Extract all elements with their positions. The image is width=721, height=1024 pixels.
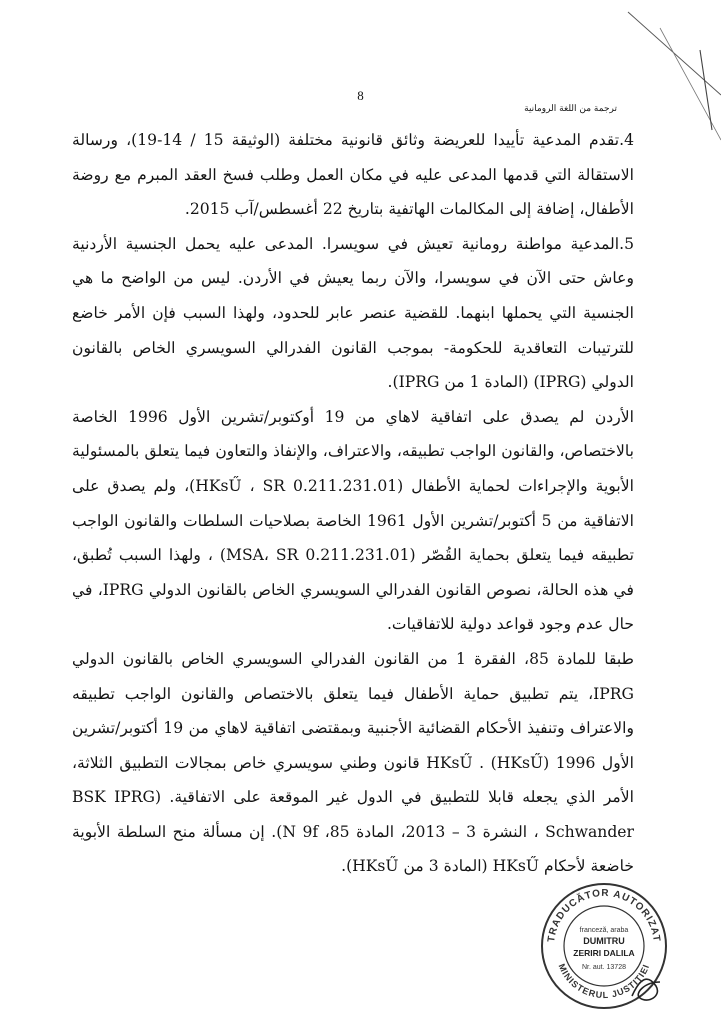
paragraph-jordan-convention: الأردن لم يصدق على اتفاقية لاهاي من 19 أوكتوبر/تشرين الأول 1996 الخاصة بالاختصاص، والقانون الواجب تطبيقه، والاعتراف، والإنفاذ والتعاون فيما يتعلق بالمسئولية الأبوية والإجراءات لحماية الأطفال (HKsŰ ، SR 0.211.231.01)، ولم يصدق على الاتفاقية من 5 أكتوبر/تشرين الأول 1961 الخاصة بصلاحيات السلطات والقانون الواجب تطبيقه فيما يتعلق بحماية القُصّر (MSA، SR 0.211.231.01) ، ولهذا السبب تُطبق، في هذه الحالة، نصوص القانون الفدرالي السويسري الخاص بالقانون الدولي IPRG، في حال عدم وجود قواعد دولية للاتفاقيات.: [72, 407, 634, 634]
stamp-name-line1: DUMITRU: [583, 936, 625, 946]
stamp-arc-bottom: MINISTERUL JUSTIȚIEI: [556, 962, 652, 1001]
paragraph-4: 4.تقدم المدعية تأييدا للعريضة وثائق قانونية مختلفة (الوثيقة 15 / 14-19)، ورسالة الاستقالة التي قدمها المدعى عليه في مكان العمل وطلب فسخ العقد المبرم مع روضة الأطفال، إضافة إلى المكالمات الهاتفية بتاريخ 22 أغسطس/آب 2015.: [72, 131, 634, 219]
paragraph-article-85: طبقا للمادة 85، الفقرة 1 من القانون الفدرالي السويسري الخاص بالقانون الدولي IPRG، يتم تطبيق حماية الأطفال فيما يتعلق بالاختصاص والقانون الواجب تطبيقه والاعتراف وتنفيذ الأحكام القضائية الأجنبية وبمقتضى اتفاقية لاهاي من 19 أكتوبر/تشرين الأول 1996 (HKsŰ) . HKsŰ قانون وطني سويسري خاص بمجالات التطبيق الثلاثة، الأمر الذي يجعله قابلا للتطبيق في الدول غير الموقعة على الاتفاقية. (BSK IPRG Schwander ، النشرة 3 – 2013، المادة 85، N 9f). إن مسألة منح السلطة الأبوية خاضعة لأحكام HKsŰ (المادة 3 من HKsŰ).: [72, 649, 634, 876]
paragraph-5: 5.المدعية مواطنة رومانية تعيش في سويسرا. المدعى عليه يحمل الجنسية الأردنية وعاش حتى الآن في سويسرا، والآن ربما يعيش في الأردن. ليس من الواضح ما هي الجنسية التي يحملها ابنهما. للقضية عنصر عابر للحدود، ولهذا السبب فإن الأمر خاضع للترتيبات التعاقدية للحكومة- بموجب القانون الفدرالي السويسري الخاص بالقانون الدولي (IPRG) (المادة 1 من IPRG).: [72, 234, 634, 392]
translator-stamp: [536, 878, 672, 1014]
stamp-authorization-number: Nr. aut. 13728: [582, 964, 626, 971]
translation-note: ترجمة من اللغة الرومانية: [524, 104, 617, 114]
stamp-name-line2: ZERIRI DALILA: [573, 948, 635, 958]
document-body: [72, 123, 634, 884]
svg-text:TRADUCĂTOR AUTORIZAT: [546, 888, 662, 943]
stamp-arc-top: TRADUCĂTOR AUTORIZAT: [546, 887, 662, 943]
stamp-languages: franceză, araba: [579, 927, 629, 934]
page-number: 8: [357, 88, 364, 103]
